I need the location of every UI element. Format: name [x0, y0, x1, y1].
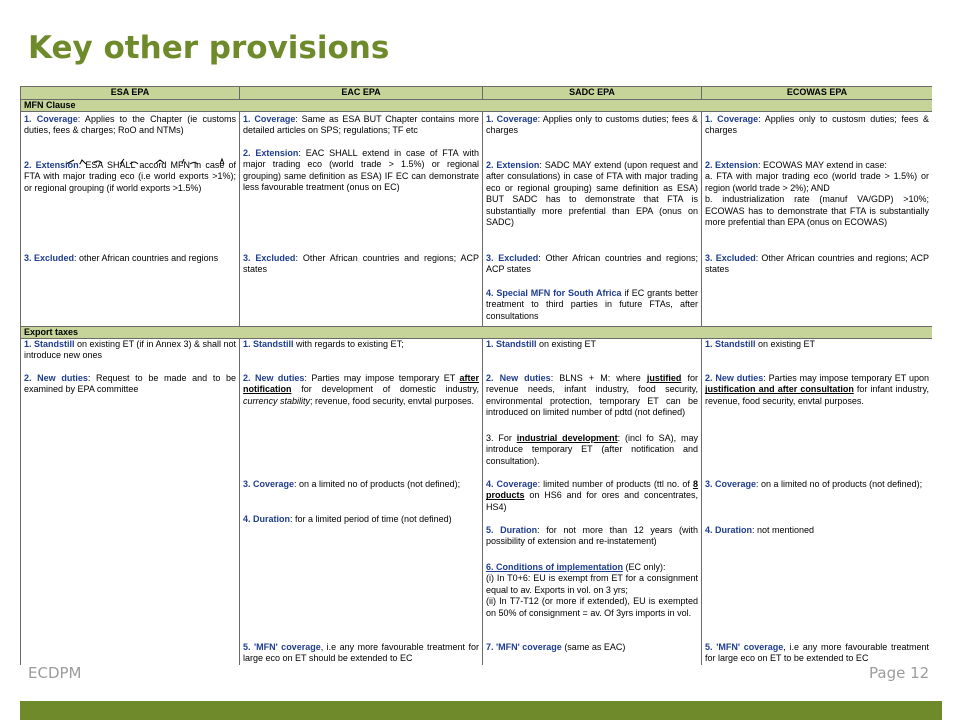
- mfn-esa-extension: 2. Extension: ESA SHALL accord MFN in case of FTA with major trading eco (i.e world exports >1%); or regional grouping (if world exports >1.5%): [24, 160, 236, 193]
- export-sadc-standstill: 1. Standstill on existing ET: [486, 339, 597, 349]
- mfn-esa-excluded: 3. Excluded: other African countries and regions: [24, 253, 219, 263]
- column-header-esa: ESA EPA: [21, 87, 240, 100]
- footer-accent-bar: [20, 701, 942, 720]
- mfn-esa-coverage: 1. Coverage: Applies to the Chapter (ie customs duties, fees & charges; RoO and NTMs): [24, 114, 236, 136]
- section-title-export-taxes: Export taxes: [21, 327, 933, 339]
- export-sadc-industrial-development: 3. For industrial development: (incl fo SA), may introduce temporary ET (after notification and consultation).: [486, 433, 699, 466]
- table-header-row: [21, 87, 933, 100]
- section-row-mfn: [21, 100, 933, 112]
- export-eac-mfn-coverage: 5. 'MFN' coverage, i.e any more favourable treatment for large eco on ET should be extended to EC: [243, 642, 479, 664]
- export-sadc-duration: 5. Duration: for not more than 12 years (with possibility of extension and re-instatement): [486, 525, 698, 547]
- epa-comparison-table: [20, 86, 932, 665]
- mfn-ecowas-extension: 2. Extension: ECOWAS MAY extend in case: a. FTA with major trading eco (world trade > 1.5%) or region (world trade > 2%); AND b. industrialization rate (manuf VA/GDP) >10%; ECOWAS has to demonstrate that FTA is substantially more prefential than EPA (onus on ECOWAS): [705, 160, 929, 228]
- export-ecowas-new-duties: 2. New duties: Parties may impose temporary ET upon justification and after consultation for infant industry, revenue, food security, envtal purposes.: [705, 373, 930, 406]
- mfn-sadc-extension: 2. Extension: SADC MAY extend (upon request and after consulations) in case of FTA with major trading eco or regional grouping) same definition as ESA) BUT SADC has to demonstrate that FTA is substantially more prefential than EPA (onus on SADC): [486, 160, 698, 228]
- export-sadc-mfn-coverage: 7. 'MFN' coverage (same as EAC): [486, 642, 626, 652]
- section-row-export-taxes: [21, 327, 933, 339]
- cell-mfn-esa: [21, 112, 240, 327]
- cell-mfn-eac: [240, 112, 483, 327]
- mfn-sadc-special-mfn: 4. Special MFN for South Africa if EC grants better treatment to third parties in future FTAs, after consultations: [486, 288, 698, 321]
- cell-export-eac: [240, 339, 483, 666]
- export-sadc-conditions: 6. Conditions of implementation (EC only): (i) In T0+6: EU is exempt from ET for a consignment equal to av. Exports in vol. on 3 yrs; (ii) In T7-T12 (or more if extended), EU is exempted on 50% of consignment = av. Of 3yrs imports in vol.: [486, 562, 698, 618]
- cell-mfn-ecowas: [702, 112, 933, 327]
- mfn-ecowas-excluded: 3. Excluded: Other African countries and regions; ACP states: [705, 253, 929, 275]
- export-eac-new-duties: 2. New duties: Parties may impose temporary ET after notification for development of domestic industry, currency stability; revenue, food security, envtal purposes.: [243, 373, 480, 406]
- page-title: Key other provisions: [28, 30, 390, 66]
- export-eac-standstill: 1. Standstill with regards to existing ET;: [243, 339, 404, 349]
- export-ecowas-duration: 4. Duration: not mentioned: [705, 525, 815, 535]
- cell-export-esa: [21, 339, 240, 666]
- cell-export-sadc: [483, 339, 702, 666]
- export-eac-coverage: 3. Coverage: on a limited no of products (not defined);: [243, 479, 461, 489]
- mfn-eac-extension: 2. Extension: EAC SHALL extend in case of FTA with major trading eco (world trade > 1.5%) or regional grouping) same definition as ESA) IF EC can demonstrate less favourable treatment (onus on EC): [243, 148, 480, 193]
- cell-export-ecowas: [702, 339, 933, 666]
- provisions-table-image: [20, 77, 932, 665]
- mfn-eac-excluded: 3. Excluded: Other African countries and regions; ACP states: [243, 253, 479, 275]
- table-row-export-taxes: [21, 339, 933, 666]
- export-sadc-coverage: 4. Coverage: limited number of products (ttl no. of 8 products on HS6 and for ores and concentrates, HS4): [486, 479, 698, 512]
- export-eac-duration: 4. Duration: for a limited period of time (not defined): [243, 514, 452, 524]
- mfn-sadc-excluded: 3. Excluded: Other African countries and regions; ACP states: [486, 253, 698, 275]
- footer-page-number: Page 12: [869, 664, 930, 682]
- cell-mfn-sadc: [483, 112, 702, 327]
- column-header-ecowas: ECOWAS EPA: [702, 87, 933, 100]
- export-esa-new-duties: 2. New duties: Request to be made and to be examined by EPA committee: [24, 373, 236, 395]
- export-esa-standstill: 1. Standstill on existing ET (if in Annex 3) & shall not introduce new ones: [24, 339, 237, 361]
- column-header-eac: EAC EPA: [240, 87, 483, 100]
- section-title-mfn: MFN Clause: [21, 100, 933, 112]
- export-ecowas-standstill: 1. Standstill on existing ET: [705, 339, 816, 349]
- table-row-mfn: [21, 112, 933, 327]
- mfn-eac-coverage: 1. Coverage: Same as ESA BUT Chapter contains more detailed articles on SPS; regulations; TF etc: [243, 114, 479, 136]
- footer-org: ECDPM: [28, 664, 82, 682]
- mfn-ecowas-coverage: 1. Coverage: Applies only to custosm duties; fees & charges: [705, 114, 929, 136]
- export-ecowas-coverage: 3. Coverage: on a limited no of products (not defined);: [705, 479, 923, 489]
- export-sadc-new-duties: 2. New duties: BLNS + M: where justified for revenue needs, infant industry, food security, environmental protection, temporary ET can be introduced on limited number of pdtd (not defined): [486, 373, 698, 418]
- export-ecowas-mfn-coverage: 5. 'MFN' coverage, i.e any more favourable treatment for large eco on ET to be extended to EC: [705, 642, 929, 664]
- mfn-sadc-coverage: 1. Coverage: Applies only to customs duties; fees & charges: [486, 114, 698, 136]
- column-header-sadc: SADC EPA: [483, 87, 702, 100]
